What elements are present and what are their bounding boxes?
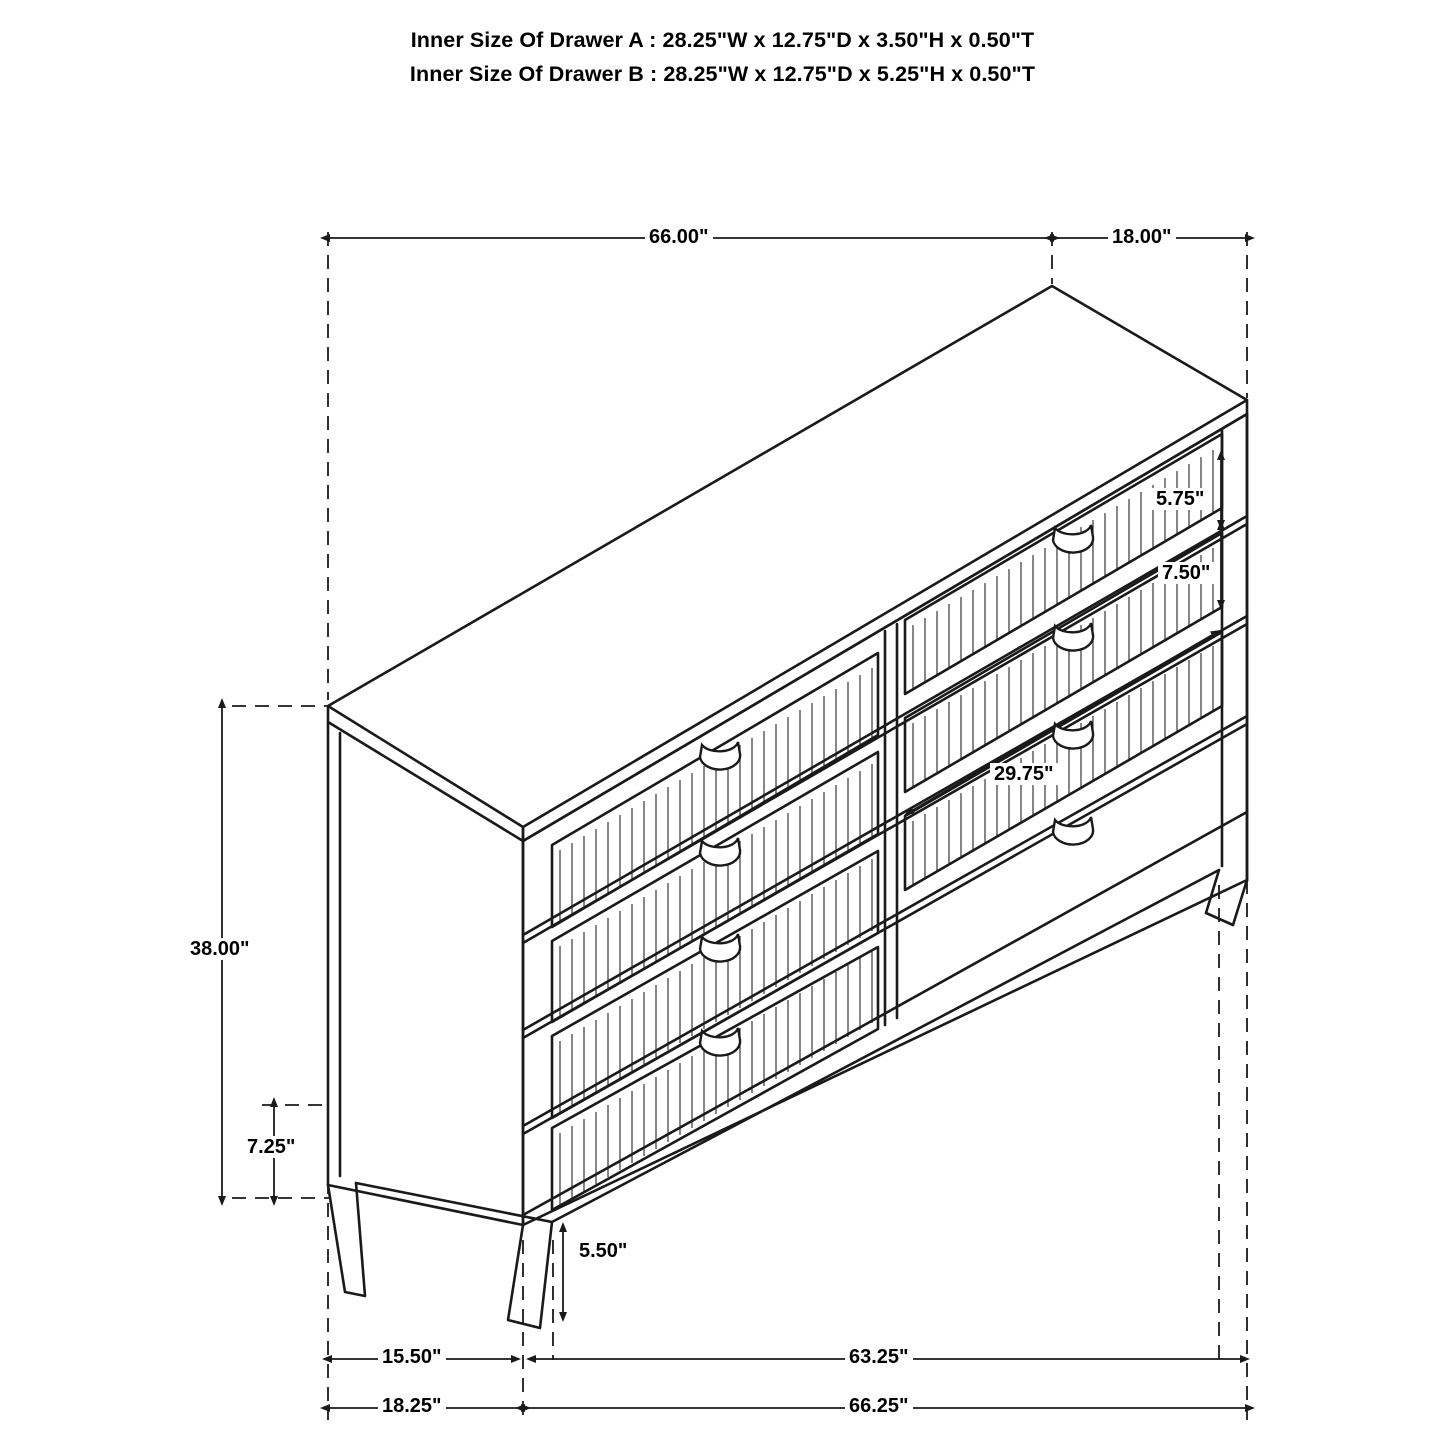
- dim-label-top-drawer-height: 5.75": [1152, 488, 1208, 510]
- dim-label-leg-height: 7.25": [243, 1136, 299, 1158]
- dim-2975-line: [913, 635, 1212, 810]
- dim-label-overall-height: 38.00": [186, 938, 254, 960]
- dim-label-lower-drawer-height: 7.50": [1158, 562, 1214, 584]
- dim-label-side-base-depth: 15.50": [378, 1346, 446, 1368]
- leg-back-left: [328, 1183, 365, 1296]
- top-panel-left-edge: [328, 706, 523, 841]
- dim-label-base-depth-overall: 18.25": [378, 1395, 446, 1417]
- drawer-left-col: [552, 653, 878, 1210]
- pull-l4: [700, 1028, 740, 1056]
- dresser-body: [328, 286, 1247, 1328]
- dim-label-leg-taper: 5.50": [575, 1240, 631, 1262]
- drawer-front-l1: [552, 653, 878, 927]
- leg-front-left: [508, 1222, 552, 1328]
- drawer-b-spec-text: Inner Size Of Drawer B : 28.25"W x 12.75"D x 5.25"H x 0.50"T: [409, 62, 1036, 86]
- drawer-front-l2: [552, 752, 878, 1022]
- dim-label-base-front-width: 63.25": [845, 1346, 913, 1368]
- dim-label-drawer-front-width: 29.75": [990, 763, 1058, 785]
- dim-label-top-depth: 18.00": [1108, 226, 1176, 248]
- pull-l3: [700, 934, 740, 962]
- dim-label-base-width-overall: 66.25": [845, 1395, 913, 1417]
- extension-lines: [232, 232, 1247, 1420]
- drawer-a-spec-text: Inner Size Of Drawer A : 28.25"W x 12.75"D x 3.50"H x 0.50"T: [410, 28, 1035, 52]
- left-side-panel: [328, 722, 523, 1225]
- dim-label-top-width: 66.00": [645, 226, 713, 248]
- flute-texture: [560, 450, 1213, 1205]
